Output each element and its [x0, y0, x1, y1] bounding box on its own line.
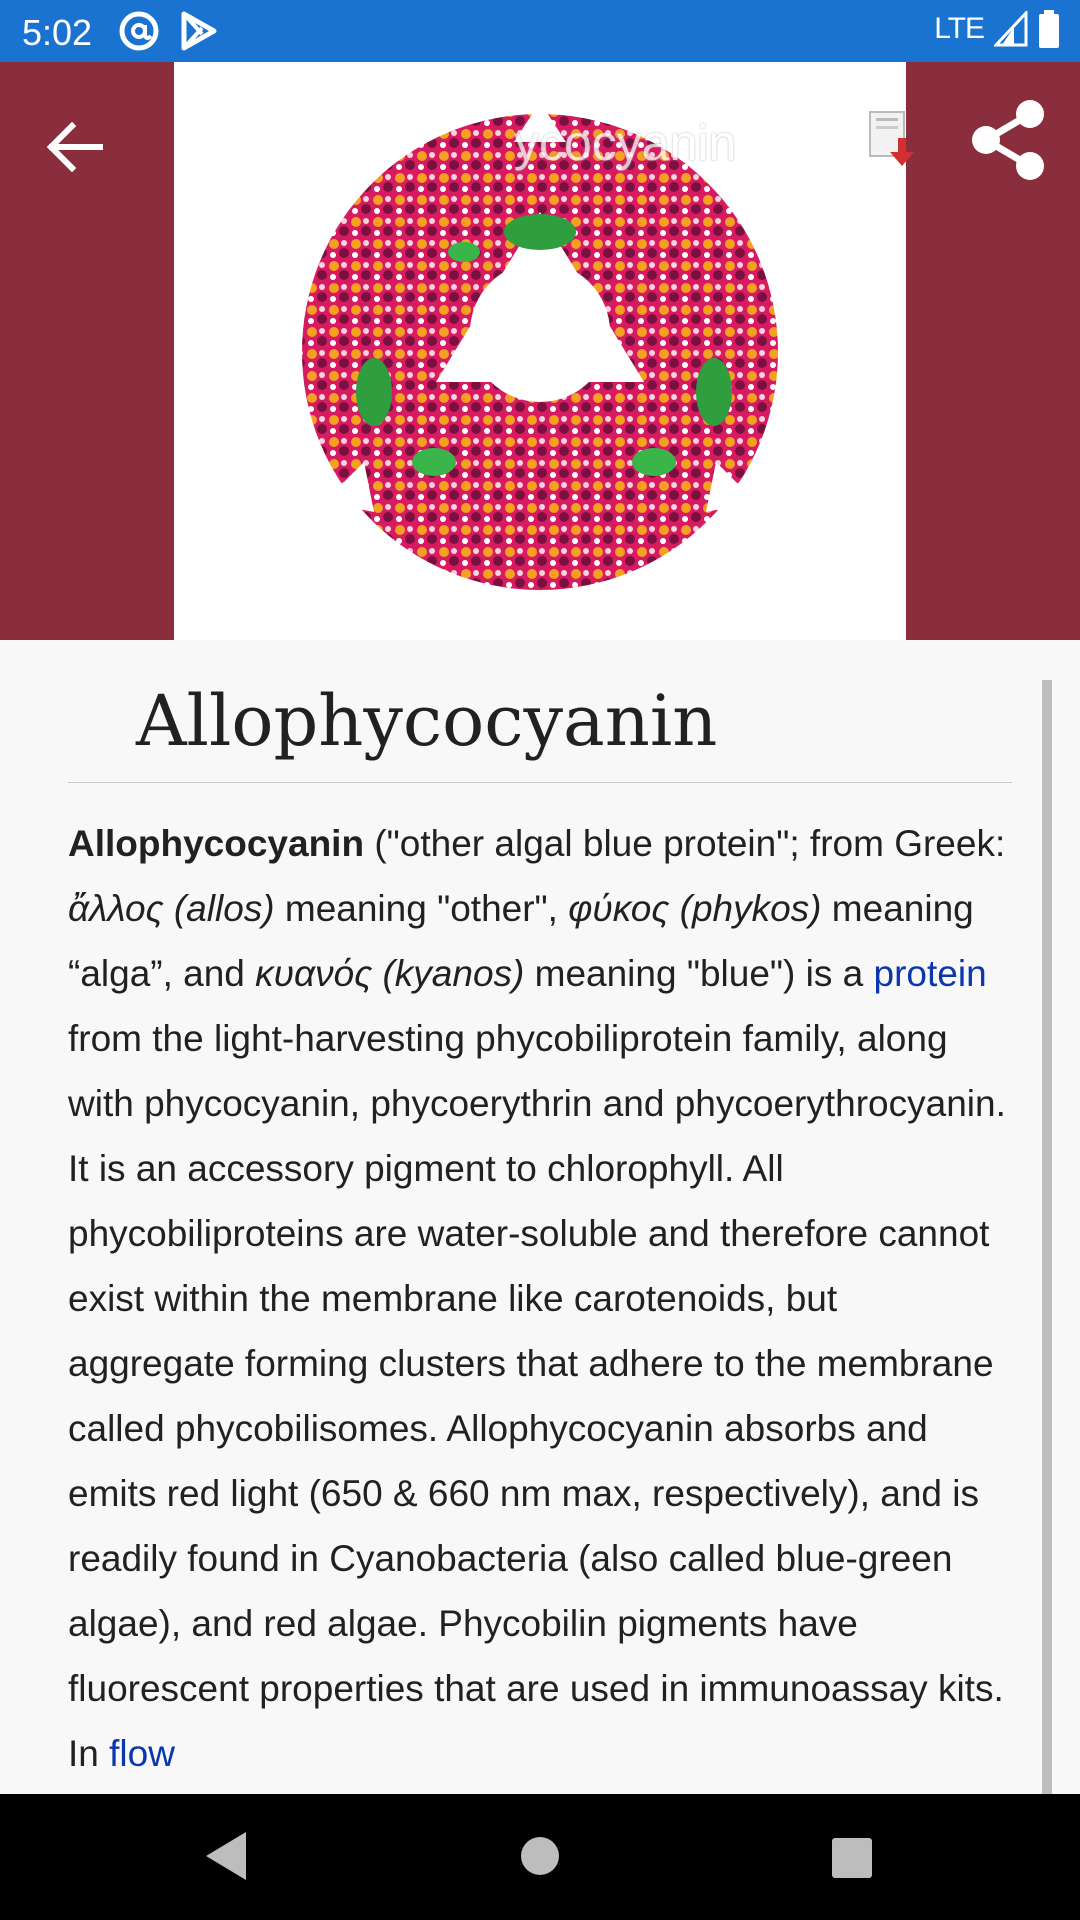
article-text-segment: ("other algal blue protein"; from Greek: — [364, 823, 1006, 864]
hero-image[interactable] — [174, 62, 906, 640]
article-text-segment: meaning "other", — [274, 888, 569, 929]
article-text-segment: meaning “alga”, and — [68, 888, 974, 994]
system-icons — [934, 10, 1060, 48]
network-type: LTE — [934, 12, 984, 45]
article-text-segment: κυανός (kyanos) — [255, 953, 525, 994]
article-text-segment: meaning "blue") is a — [524, 953, 874, 994]
navigation-bar — [0, 1794, 1080, 1920]
share-icon[interactable] — [968, 98, 1048, 182]
nav-home-icon[interactable] — [520, 1836, 560, 1876]
article-content — [68, 640, 1012, 1786]
pdf-download-icon[interactable] — [868, 110, 914, 168]
status-bar — [0, 0, 1080, 62]
signal-icon — [994, 11, 1028, 47]
article-header — [0, 62, 1080, 640]
article-text-segment: Allophycocyanin — [68, 823, 365, 864]
image-caption: ycocyanin — [514, 115, 737, 171]
article-link[interactable]: flow — [109, 1733, 175, 1774]
nav-recents-icon[interactable] — [832, 1838, 872, 1878]
notification-icons — [118, 10, 218, 52]
article-text-segment: from the light-harvesting phycobiliprotein family, along with phycocyanin, phycoerythrin and phycoerythrocyanin. It is an accessory pigment to chlorophyll. All phycobiliproteins are water-soluble and therefore cannot exist within the membrane like carotenoids, but aggregate forming clusters that adhere to the membrane called phycobilisomes. Allophycocyanin absorbs and emits red light (650 & 660 nm max, respectively), and is readily found in Cyanobacteria (also called blue-green algae), and red algae. Phycobilin pigments have fluorescent properties that are used in immunoassay kits. In — [68, 1018, 1006, 1774]
page-title: Allophycocyanin — [136, 680, 718, 762]
nav-back-icon[interactable] — [204, 1830, 248, 1882]
article-text-segment: φύκος (phykos) — [568, 888, 822, 929]
status-time: 5:02 — [22, 12, 93, 53]
article-body — [68, 811, 1012, 1786]
title-divider — [68, 782, 1012, 783]
at-sign-icon — [118, 10, 160, 52]
battery-icon — [1038, 10, 1060, 48]
article-text-segment: ἄλλος (allos) — [68, 888, 275, 929]
scrollbar[interactable] — [1042, 680, 1052, 1794]
back-arrow-icon[interactable] — [40, 112, 110, 182]
article-link[interactable]: protein — [873, 953, 987, 994]
play-store-icon — [178, 10, 218, 52]
